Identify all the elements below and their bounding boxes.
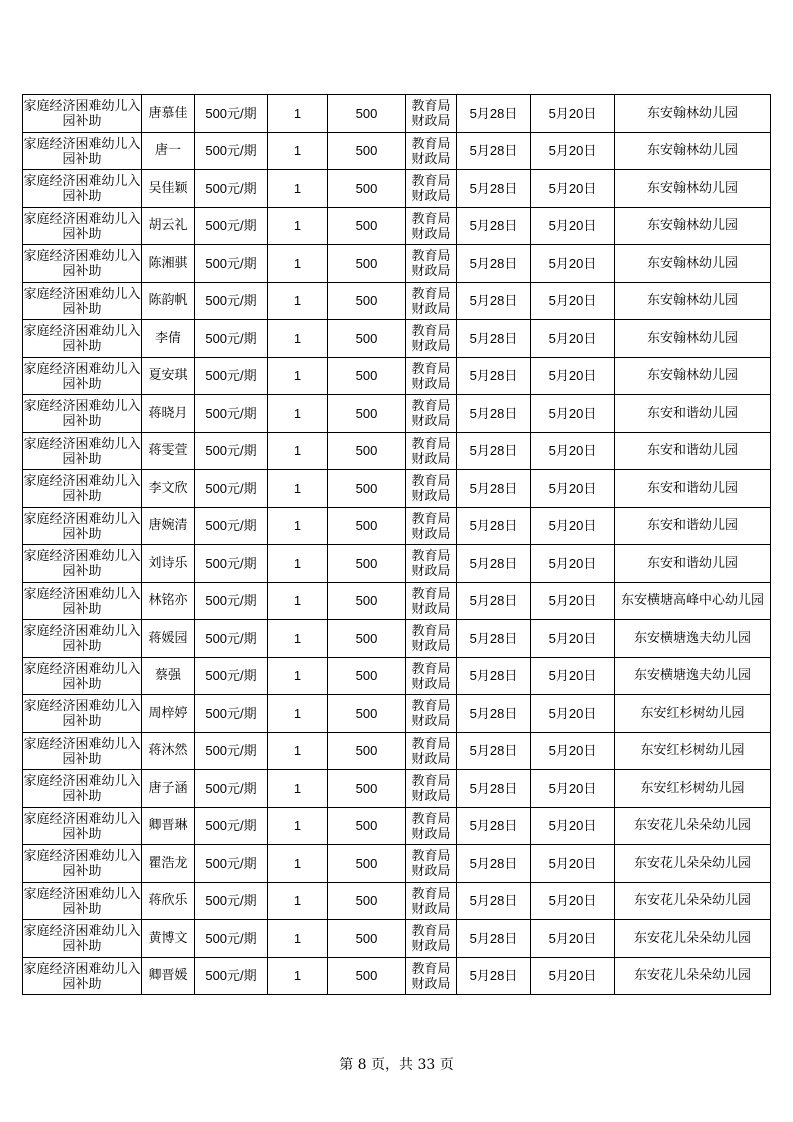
date-cell: 5月20日 [531,732,615,770]
table-row [23,507,771,545]
amount-cell: 500 [328,770,406,808]
count-cell: 1 [268,507,328,545]
child-name-cell: 陈韵帆 [142,282,195,320]
table-row [23,657,771,695]
child-name-cell: 唐慕佳 [142,95,195,133]
table-row [23,132,771,170]
count-cell: 1 [268,770,328,808]
kindergarten-cell: 东安红杉树幼儿园 [615,770,771,808]
count-cell: 1 [268,170,328,208]
subsidy-standard-cell: 500元/期 [195,470,268,508]
amount-cell: 500 [328,207,406,245]
subsidy-standard-cell: 500元/期 [195,882,268,920]
date-cell: 5月20日 [531,657,615,695]
table-row [23,845,771,883]
date-cell: 5月28日 [457,620,531,658]
department-cell: 教育局财政局 [406,695,457,733]
child-name-cell: 蒋媛园 [142,620,195,658]
table-row [23,582,771,620]
kindergarten-cell: 东安花儿朵朵幼儿园 [615,845,771,883]
date-cell: 5月20日 [531,882,615,920]
department-cell: 教育局财政局 [406,432,457,470]
child-name-cell: 唐一 [142,132,195,170]
table-row [23,695,771,733]
department-cell: 教育局财政局 [406,807,457,845]
amount-cell: 500 [328,170,406,208]
table-row [23,207,771,245]
count-cell: 1 [268,845,328,883]
department-cell: 教育局财政局 [406,770,457,808]
subsidy-type-cell: 家庭经济困难幼儿入园补助 [23,882,142,920]
child-name-cell: 夏安琪 [142,357,195,395]
subsidy-type-cell: 家庭经济困难幼儿入园补助 [23,732,142,770]
amount-cell: 500 [328,432,406,470]
kindergarten-cell: 东安花儿朵朵幼儿园 [615,920,771,958]
date-cell: 5月28日 [457,470,531,508]
kindergarten-cell: 东安花儿朵朵幼儿园 [615,882,771,920]
subsidy-type-cell: 家庭经济困难幼儿入园补助 [23,470,142,508]
date-cell: 5月28日 [457,357,531,395]
kindergarten-cell: 东安横塘逸夫幼儿园 [615,620,771,658]
table-row [23,920,771,958]
subsidy-standard-cell: 500元/期 [195,395,268,433]
child-name-cell: 蒋雯萱 [142,432,195,470]
count-cell: 1 [268,695,328,733]
kindergarten-cell: 东安翰林幼儿园 [615,320,771,358]
table-row [23,770,771,808]
child-name-cell: 胡云礼 [142,207,195,245]
subsidy-type-cell: 家庭经济困难幼儿入园补助 [23,845,142,883]
kindergarten-cell: 东安和谐幼儿园 [615,507,771,545]
subsidy-type-cell: 家庭经济困难幼儿入园补助 [23,545,142,583]
subsidy-standard-cell: 500元/期 [195,507,268,545]
department-cell: 教育局财政局 [406,282,457,320]
subsidy-type-cell: 家庭经济困难幼儿入园补助 [23,357,142,395]
department-cell: 教育局财政局 [406,470,457,508]
date-cell: 5月28日 [457,95,531,133]
date-cell: 5月20日 [531,582,615,620]
child-name-cell: 卿晋媛 [142,957,195,995]
kindergarten-cell: 东安翰林幼儿园 [615,207,771,245]
table-row [23,432,771,470]
table-row [23,170,771,208]
department-cell: 教育局财政局 [406,357,457,395]
subsidy-standard-cell: 500元/期 [195,282,268,320]
child-name-cell: 蒋欣乐 [142,882,195,920]
count-cell: 1 [268,432,328,470]
child-name-cell: 周梓婷 [142,695,195,733]
count-cell: 1 [268,282,328,320]
date-cell: 5月28日 [457,282,531,320]
kindergarten-cell: 东安红杉树幼儿园 [615,732,771,770]
date-cell: 5月28日 [457,545,531,583]
child-name-cell: 吴佳颖 [142,170,195,208]
department-cell: 教育局财政局 [406,920,457,958]
kindergarten-cell: 东安横塘逸夫幼儿园 [615,657,771,695]
count-cell: 1 [268,807,328,845]
date-cell: 5月20日 [531,470,615,508]
date-cell: 5月28日 [457,695,531,733]
date-cell: 5月28日 [457,957,531,995]
date-cell: 5月20日 [531,695,615,733]
date-cell: 5月20日 [531,807,615,845]
table-row [23,357,771,395]
date-cell: 5月20日 [531,507,615,545]
table-row [23,245,771,283]
department-cell: 教育局财政局 [406,657,457,695]
child-name-cell: 卿晋琳 [142,807,195,845]
subsidy-standard-cell: 500元/期 [195,957,268,995]
date-cell: 5月28日 [457,432,531,470]
subsidy-standard-cell: 500元/期 [195,695,268,733]
date-cell: 5月28日 [457,657,531,695]
child-name-cell: 林铭亦 [142,582,195,620]
table-row [23,882,771,920]
child-name-cell: 唐婉清 [142,507,195,545]
amount-cell: 500 [328,95,406,133]
kindergarten-cell: 东安花儿朵朵幼儿园 [615,807,771,845]
subsidy-standard-cell: 500元/期 [195,207,268,245]
amount-cell: 500 [328,320,406,358]
department-cell: 教育局财政局 [406,245,457,283]
date-cell: 5月20日 [531,95,615,133]
count-cell: 1 [268,957,328,995]
subsidy-standard-cell: 500元/期 [195,657,268,695]
date-cell: 5月28日 [457,507,531,545]
date-cell: 5月20日 [531,320,615,358]
date-cell: 5月28日 [457,320,531,358]
amount-cell: 500 [328,245,406,283]
department-cell: 教育局财政局 [406,95,457,133]
subsidy-type-cell: 家庭经济困难幼儿入园补助 [23,132,142,170]
table-row [23,470,771,508]
subsidy-type-cell: 家庭经济困难幼儿入园补助 [23,582,142,620]
kindergarten-cell: 东安翰林幼儿园 [615,95,771,133]
child-name-cell: 刘诗乐 [142,545,195,583]
table-row [23,320,771,358]
department-cell: 教育局财政局 [406,395,457,433]
table-row [23,282,771,320]
date-cell: 5月28日 [457,882,531,920]
subsidy-standard-cell: 500元/期 [195,845,268,883]
department-cell: 教育局财政局 [406,207,457,245]
subsidy-type-cell: 家庭经济困难幼儿入园补助 [23,207,142,245]
kindergarten-cell: 东安翰林幼儿园 [615,357,771,395]
date-cell: 5月28日 [457,920,531,958]
date-cell: 5月20日 [531,357,615,395]
date-cell: 5月20日 [531,245,615,283]
amount-cell: 500 [328,582,406,620]
subsidy-standard-cell: 500元/期 [195,920,268,958]
date-cell: 5月20日 [531,432,615,470]
date-cell: 5月20日 [531,545,615,583]
department-cell: 教育局财政局 [406,132,457,170]
subsidy-type-cell: 家庭经济困难幼儿入园补助 [23,320,142,358]
count-cell: 1 [268,470,328,508]
count-cell: 1 [268,657,328,695]
date-cell: 5月20日 [531,282,615,320]
table-row [23,545,771,583]
amount-cell: 500 [328,695,406,733]
subsidy-type-cell: 家庭经济困难幼儿入园补助 [23,245,142,283]
kindergarten-cell: 东安和谐幼儿园 [615,395,771,433]
table-row [23,395,771,433]
child-name-cell: 李倩 [142,320,195,358]
amount-cell: 500 [328,395,406,433]
kindergarten-cell: 东安翰林幼儿园 [615,245,771,283]
count-cell: 1 [268,320,328,358]
department-cell: 教育局财政局 [406,582,457,620]
department-cell: 教育局财政局 [406,845,457,883]
subsidy-type-cell: 家庭经济困难幼儿入园补助 [23,620,142,658]
amount-cell: 500 [328,357,406,395]
subsidy-type-cell: 家庭经济困难幼儿入园补助 [23,170,142,208]
page-footer: 第 8 页，共 33 页 [339,1057,454,1073]
subsidy-standard-cell: 500元/期 [195,320,268,358]
amount-cell: 500 [328,845,406,883]
subsidy-standard-cell: 500元/期 [195,620,268,658]
subsidy-standard-cell: 500元/期 [195,770,268,808]
date-cell: 5月20日 [531,920,615,958]
table-row [23,957,771,995]
subsidy-standard-cell: 500元/期 [195,357,268,395]
date-cell: 5月20日 [531,845,615,883]
subsidy-type-cell: 家庭经济困难幼儿入园补助 [23,95,142,133]
subsidy-standard-cell: 500元/期 [195,245,268,283]
count-cell: 1 [268,882,328,920]
subsidy-type-cell: 家庭经济困难幼儿入园补助 [23,657,142,695]
subsidy-type-cell: 家庭经济困难幼儿入园补助 [23,507,142,545]
amount-cell: 500 [328,957,406,995]
department-cell: 教育局财政局 [406,507,457,545]
subsidy-type-cell: 家庭经济困难幼儿入园补助 [23,957,142,995]
department-cell: 教育局财政局 [406,957,457,995]
date-cell: 5月28日 [457,845,531,883]
child-name-cell: 蒋晓月 [142,395,195,433]
amount-cell: 500 [328,732,406,770]
amount-cell: 500 [328,545,406,583]
subsidy-standard-cell: 500元/期 [195,732,268,770]
subsidy-type-cell: 家庭经济困难幼儿入园补助 [23,770,142,808]
department-cell: 教育局财政局 [406,620,457,658]
count-cell: 1 [268,620,328,658]
date-cell: 5月20日 [531,770,615,808]
count-cell: 1 [268,95,328,133]
child-name-cell: 黄博文 [142,920,195,958]
table-row [23,620,771,658]
subsidy-type-cell: 家庭经济困难幼儿入园补助 [23,807,142,845]
amount-cell: 500 [328,657,406,695]
subsidy-type-cell: 家庭经济困难幼儿入园补助 [23,695,142,733]
department-cell: 教育局财政局 [406,170,457,208]
amount-cell: 500 [328,620,406,658]
subsidy-standard-cell: 500元/期 [195,432,268,470]
date-cell: 5月28日 [457,245,531,283]
subsidy-type-cell: 家庭经济困难幼儿入园补助 [23,282,142,320]
table-body [23,95,771,995]
table-row [23,95,771,133]
date-cell: 5月20日 [531,170,615,208]
kindergarten-cell: 东安横塘高峰中心幼儿园 [615,582,771,620]
amount-cell: 500 [328,132,406,170]
kindergarten-cell: 东安翰林幼儿园 [615,170,771,208]
date-cell: 5月20日 [531,132,615,170]
count-cell: 1 [268,582,328,620]
amount-cell: 500 [328,807,406,845]
amount-cell: 500 [328,470,406,508]
count-cell: 1 [268,357,328,395]
date-cell: 5月28日 [457,582,531,620]
subsidy-standard-cell: 500元/期 [195,582,268,620]
child-name-cell: 瞿浩龙 [142,845,195,883]
date-cell: 5月20日 [531,957,615,995]
kindergarten-cell: 东安红杉树幼儿园 [615,695,771,733]
amount-cell: 500 [328,282,406,320]
subsidy-type-cell: 家庭经济困难幼儿入园补助 [23,432,142,470]
amount-cell: 500 [328,507,406,545]
date-cell: 5月28日 [457,207,531,245]
date-cell: 5月20日 [531,395,615,433]
amount-cell: 500 [328,920,406,958]
subsidy-type-cell: 家庭经济困难幼儿入园补助 [23,395,142,433]
subsidy-type-cell: 家庭经济困难幼儿入园补助 [23,920,142,958]
department-cell: 教育局财政局 [406,732,457,770]
kindergarten-cell: 东安和谐幼儿园 [615,545,771,583]
subsidy-standard-cell: 500元/期 [195,545,268,583]
date-cell: 5月20日 [531,207,615,245]
date-cell: 5月20日 [531,620,615,658]
count-cell: 1 [268,395,328,433]
kindergarten-cell: 东安和谐幼儿园 [615,470,771,508]
count-cell: 1 [268,245,328,283]
count-cell: 1 [268,732,328,770]
subsidy-standard-cell: 500元/期 [195,807,268,845]
date-cell: 5月28日 [457,732,531,770]
count-cell: 1 [268,545,328,583]
date-cell: 5月28日 [457,132,531,170]
kindergarten-cell: 东安花儿朵朵幼儿园 [615,957,771,995]
child-name-cell: 陈湘骐 [142,245,195,283]
count-cell: 1 [268,207,328,245]
kindergarten-cell: 东安翰林幼儿园 [615,132,771,170]
department-cell: 教育局财政局 [406,545,457,583]
child-name-cell: 唐子涵 [142,770,195,808]
child-name-cell: 蔡强 [142,657,195,695]
table-row [23,807,771,845]
department-cell: 教育局财政局 [406,320,457,358]
table-row [23,732,771,770]
count-cell: 1 [268,920,328,958]
amount-cell: 500 [328,882,406,920]
child-name-cell: 蒋沐然 [142,732,195,770]
subsidy-standard-cell: 500元/期 [195,132,268,170]
date-cell: 5月28日 [457,770,531,808]
date-cell: 5月28日 [457,807,531,845]
count-cell: 1 [268,132,328,170]
subsidy-standard-cell: 500元/期 [195,95,268,133]
date-cell: 5月28日 [457,395,531,433]
department-cell: 教育局财政局 [406,882,457,920]
subsidy-table [22,94,771,995]
kindergarten-cell: 东安和谐幼儿园 [615,432,771,470]
kindergarten-cell: 东安翰林幼儿园 [615,282,771,320]
date-cell: 5月28日 [457,170,531,208]
child-name-cell: 李文欣 [142,470,195,508]
subsidy-standard-cell: 500元/期 [195,170,268,208]
